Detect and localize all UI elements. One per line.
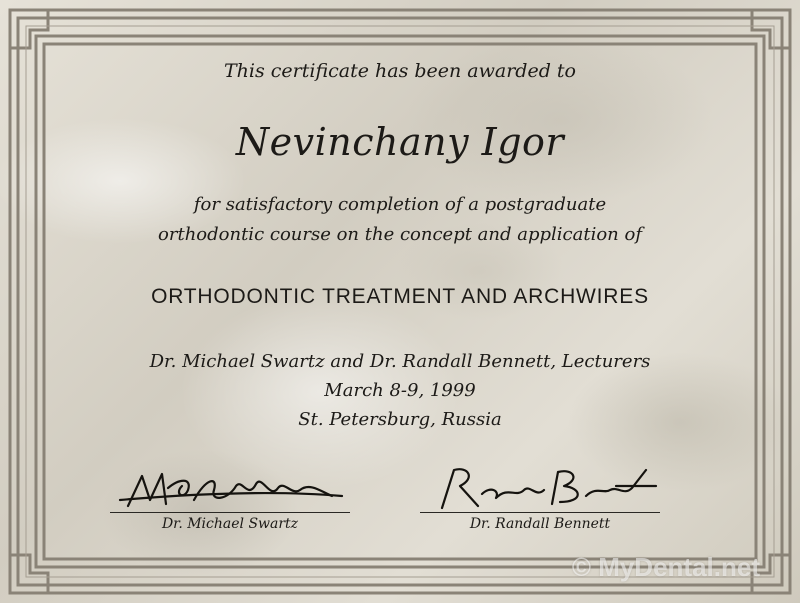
- signature-line: [420, 512, 660, 513]
- course-date: March 8-9, 1999: [324, 380, 476, 401]
- certificate-intro: This certificate has been awarded to: [224, 60, 576, 82]
- watermark: © MyDental.net: [571, 552, 760, 582]
- recipient-name: Nevinchany Igor: [235, 120, 565, 164]
- course-title: ORTHODONTIC TREATMENT AND ARCHWIRES: [151, 285, 649, 308]
- signature-bennett-image: [420, 460, 660, 512]
- completion-line-1: for satisfactory completion of a postgraduate: [193, 194, 607, 215]
- signatory-name: Dr. Michael Swartz: [161, 516, 299, 532]
- signature-block-bennett: [420, 460, 660, 532]
- signatory-name: Dr. Randall Bennett: [469, 516, 611, 532]
- completion-line-2: orthodontic course on the concept and application of: [158, 224, 642, 245]
- course-location: St. Petersburg, Russia: [298, 409, 502, 430]
- completion-statement: [0, 190, 800, 250]
- course-details: [0, 347, 800, 434]
- signature-block-swartz: [110, 460, 350, 532]
- signature-line: [110, 512, 350, 513]
- lecturers-line: Dr. Michael Swartz and Dr. Randall Bennett, Lecturers: [149, 351, 651, 372]
- signature-swartz-image: [110, 460, 350, 512]
